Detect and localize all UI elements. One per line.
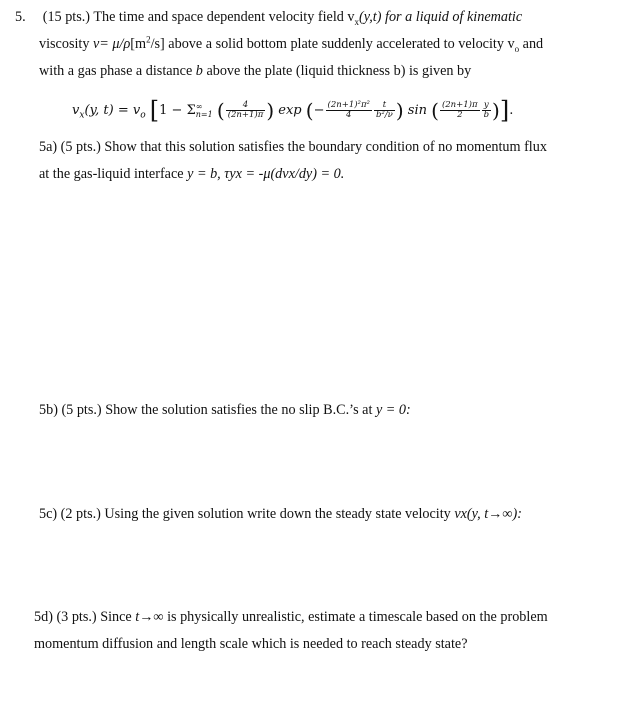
- eq-frac-5-den: b: [483, 110, 490, 120]
- problem-text-2a: viscosity: [39, 36, 90, 52]
- eq-lhs: v: [72, 103, 80, 118]
- eq-paren-open-1: (: [216, 98, 225, 123]
- eq-frac-3-num: t: [374, 101, 395, 111]
- problem-text-1a: The time and space dependent velocity field v: [93, 9, 355, 25]
- eq-frac-5: [482, 101, 491, 120]
- eq-open-bracket: [: [149, 96, 160, 125]
- eq-frac-2-num: (2n+1)²π²: [327, 100, 370, 110]
- problem-units-b: /s]: [150, 36, 165, 52]
- problem-text-3d: b) is given by: [393, 63, 472, 79]
- part-a-text-2: at the gas-liquid interface: [39, 166, 184, 182]
- eq-frac-3: [374, 101, 395, 120]
- part-d-math: t→∞: [135, 609, 164, 625]
- eq-v0-sub: o: [140, 110, 146, 121]
- eq-end: .: [509, 103, 514, 118]
- problem-line-2: [39, 36, 543, 53]
- eq-frac-2: [326, 101, 372, 120]
- eq-sum: Σ: [186, 103, 196, 118]
- problem-text-2c: and: [522, 36, 544, 52]
- problem-units-a: [m: [130, 36, 147, 52]
- problem-text-3a: with a gas phase a distance: [39, 63, 193, 79]
- part-a-math: y = b, τyx = -μ(dvx/dy) = 0.: [187, 166, 345, 182]
- part-d-label: 5d) (3 pts.): [34, 609, 97, 625]
- eq-close-bracket: ]: [499, 96, 510, 125]
- eq-paren-close-1: ): [266, 98, 275, 123]
- problem-var-b: b: [195, 63, 203, 79]
- problem-nu: ν= μ/ρ: [93, 36, 131, 52]
- problem-sub-o: o: [514, 43, 520, 54]
- eq-frac-2-den: 4: [346, 110, 352, 120]
- eq-lhs-args: (y, t) = v: [84, 103, 141, 118]
- part-a-line-2: [39, 166, 344, 183]
- eq-frac-4-den: 2: [457, 110, 463, 120]
- part-b-text: Show the solution satisfies the no slip B.C.’s at: [105, 402, 373, 418]
- problem-text-1b: (y,t) for a liquid of kinematic: [359, 9, 523, 25]
- eq-paren-open-2: (: [305, 98, 314, 123]
- problem-units-sup: 2: [146, 34, 151, 45]
- part-b-label: 5b) (5 pts.): [39, 402, 102, 418]
- eq-sum-sup: ∞: [195, 101, 203, 111]
- part-b-line: [39, 402, 411, 419]
- part-d-text-2: is physically unrealistic, estimate a timescale based on the problem: [167, 609, 548, 625]
- eq-frac-5-num: y: [482, 101, 491, 111]
- part-d-line-1: [34, 609, 548, 626]
- part-c-line: [39, 506, 522, 523]
- problem-line-1: [15, 9, 522, 26]
- eq-paren-open-3: (: [431, 98, 439, 123]
- part-d-text-1: Since: [100, 609, 132, 625]
- eq-minus: −: [313, 103, 325, 118]
- part-b-math: y = 0:: [375, 402, 411, 418]
- problem-line-3: [39, 63, 471, 80]
- problem-points: (15 pts.): [42, 9, 91, 25]
- part-a-line-1: [39, 139, 547, 156]
- eq-frac-4: [440, 101, 480, 120]
- eq-sum-sub: n=1: [195, 109, 213, 119]
- problem-text-3c: above the plate (liquid thickness: [206, 63, 391, 79]
- eq-frac-1-num: 4: [226, 101, 266, 111]
- part-a-text-1: Show that this solution satisfies the boundary condition of no momentum flux: [104, 139, 547, 155]
- eq-frac-1: [226, 101, 266, 120]
- part-c-math: vx(y, t→∞):: [454, 506, 522, 522]
- eq-one-minus: 1 −: [159, 103, 183, 118]
- eq-frac-3-den: b²/ν: [375, 110, 393, 120]
- eq-frac-1-den: (2n+1)π: [227, 110, 264, 120]
- eq-frac-4-num: (2n+1)π: [441, 100, 478, 110]
- eq-exp: exp: [278, 103, 302, 118]
- part-a-label: 5a) (5 pts.): [39, 139, 101, 155]
- part-c-text: Using the given solution write down the steady state velocity: [104, 506, 451, 522]
- eq-sin: sin: [407, 103, 427, 118]
- velocity-equation: [72, 96, 513, 126]
- problem-text-2b: above a solid bottom plate suddenly accelerated to velocity v: [168, 36, 515, 52]
- eq-paren-close-2: ): [395, 98, 404, 123]
- problem-number: 5.: [15, 9, 26, 25]
- part-d-line-2: [34, 636, 468, 653]
- problem-sub-x: x: [354, 16, 360, 27]
- part-c-label: 5c) (2 pts.): [39, 506, 101, 522]
- part-d-text-3: momentum diffusion and length scale which is needed to reach steady state?: [34, 636, 468, 652]
- eq-paren-close-3: ): [492, 98, 500, 123]
- eq-lhs-sub: x: [79, 110, 85, 121]
